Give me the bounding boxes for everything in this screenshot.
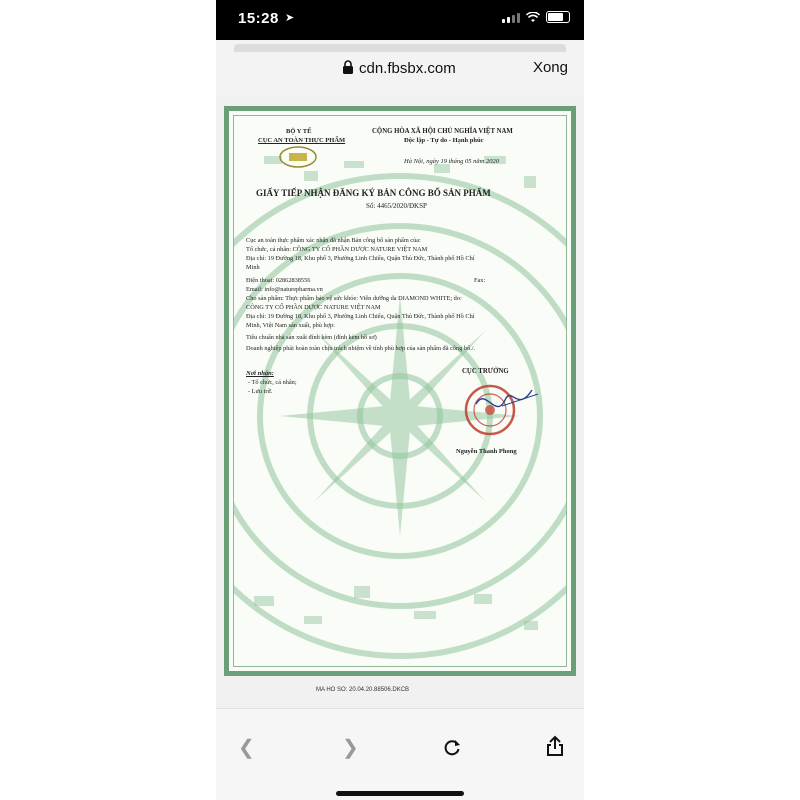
recipient-1: - Tổ chức, cá nhân; bbox=[248, 379, 297, 386]
organization: Tổ chức, cá nhân: CÔNG TY CỔ PHẦN DƯỢC NATURE VIỆT NAM bbox=[246, 246, 428, 253]
certificate-inner-border bbox=[233, 115, 567, 667]
recipients-title: Nơi nhận: bbox=[246, 370, 274, 377]
motto: Độc lập - Tự do - Hạnh phúc bbox=[404, 137, 484, 144]
battery-icon bbox=[546, 11, 570, 23]
date-line: Hà Nội, ngày 19 tháng 05 năm 2020 bbox=[404, 158, 499, 165]
certificate-text bbox=[234, 116, 566, 666]
back-icon[interactable]: ❮ bbox=[238, 737, 255, 759]
browser-toolbar bbox=[216, 708, 584, 800]
address-line1a: Địa chỉ: 19 Đường 18, Khu phố 3, Phường Linh Chiểu, Quận Thủ Đức, Thành phố Hồ Chí bbox=[246, 255, 475, 262]
agency-line2: CỤC AN TOÀN THỰC PHẨM bbox=[258, 137, 346, 144]
address-line2b: Minh, Việt Nam sản xuất, phù hợp: bbox=[246, 322, 335, 329]
nation-header: CỘNG HÒA XÃ HỘI CHỦ NGHĨA VIỆT NAM bbox=[372, 128, 513, 135]
product-line1: Cho sản phẩm: Thực phẩm bảo vệ sức khỏe: Viên dưỡng da DIAMOND WHITE; do: bbox=[246, 295, 462, 302]
address-line1b: Minh bbox=[246, 264, 260, 271]
phone-screen bbox=[216, 0, 584, 800]
home-indicator bbox=[336, 791, 464, 796]
official-seal bbox=[462, 378, 542, 438]
address-line2a: Địa chỉ: 19 Đường 18, Khu phố 3, Phường Linh Chiểu, Quận Thủ Đức, Thành phố Hồ Chí bbox=[246, 313, 475, 320]
status-bar bbox=[216, 0, 584, 40]
certificate-document bbox=[224, 106, 576, 676]
email: Email: info@naturepharma.vn bbox=[246, 286, 323, 293]
done-button[interactable]: Xong bbox=[532, 59, 568, 76]
phone: Điện thoại: 02862838556 bbox=[246, 277, 311, 284]
forward-icon[interactable]: ❯ bbox=[342, 737, 359, 759]
sheet-handle bbox=[234, 44, 566, 52]
agency-line1: BỘ Y TẾ bbox=[286, 128, 312, 135]
responsibility-text: Doanh nghiệp phải hoàn toàn chịu trách nhiệm về tính phù hợp của sản phẩm đã công bố./. bbox=[246, 345, 476, 352]
signer-name: Nguyễn Thanh Phong bbox=[456, 448, 517, 455]
certificate-title: GIẤY TIẾP NHẬN ĐĂNG KÝ BẢN CÔNG BỐ SẢN PHẨM bbox=[256, 188, 491, 198]
share-icon[interactable] bbox=[546, 735, 564, 757]
lock-icon bbox=[342, 60, 354, 75]
fax: Fax: bbox=[474, 277, 486, 284]
reload-icon[interactable] bbox=[442, 737, 462, 757]
standard-text: Tiêu chuẩn nhà sản xuất đính kèm (đính kèm hồ sơ) bbox=[246, 334, 377, 341]
food-safety-logo bbox=[278, 146, 318, 168]
location-arrow-icon: ➤ bbox=[285, 12, 295, 24]
signal-icon bbox=[502, 12, 520, 23]
document-code: MA HO SO: 20.04.20.88506.DKCB bbox=[316, 687, 410, 693]
status-time: 15:28 bbox=[238, 10, 279, 27]
url-text[interactable]: cdn.fbsbx.com bbox=[359, 60, 456, 77]
product-line2: CÔNG TY CỔ PHẦN DƯỢC NATURE VIỆT NAM bbox=[246, 304, 381, 311]
document-viewer[interactable] bbox=[216, 96, 584, 708]
certificate-number: Số: 4465/2020/ĐKSP bbox=[366, 202, 427, 210]
recipient-2: - Lưu trữ. bbox=[248, 388, 273, 395]
wifi-icon bbox=[526, 12, 540, 23]
signer-title: CỤC TRƯỞNG bbox=[462, 368, 509, 375]
intro-text: Cục an toàn thực phẩm xác nhận đã nhận Bản công bố sản phẩm của: bbox=[246, 237, 421, 244]
